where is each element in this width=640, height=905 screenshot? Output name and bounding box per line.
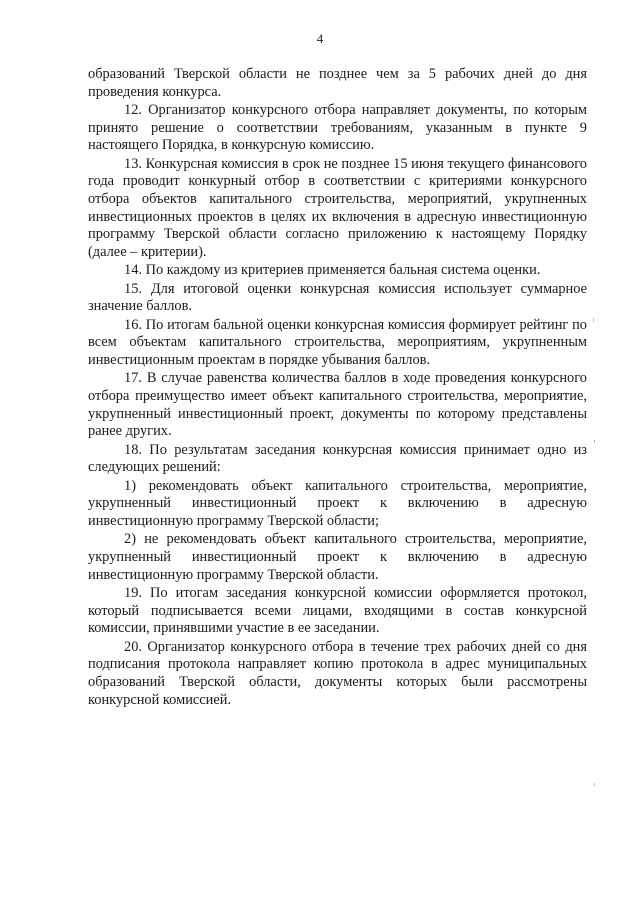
page-number: 4	[316, 31, 324, 46]
paragraph-18-item-1: 1) рекомендовать объект капитального строительства, мероприятие, укрупненный инвестиционный проект к включению в адресную инвестиционную программу Тверской области;	[88, 477, 587, 529]
paragraph-continuation: образований Тверской области не позднее чем за 5 рабочих дней до дня проведения конкурса.	[88, 66, 587, 100]
paragraph-18: 18. По результатам заседания конкурсная комиссия принимает одно из следующих решений:	[88, 441, 587, 476]
scan-mark	[593, 318, 594, 322]
paragraph-15: 15. Для итоговой оценки конкурсная комиссия использует суммарное значение баллов.	[88, 280, 587, 315]
scan-mark	[594, 783, 595, 786]
paragraph-18-item-2: 2) не рекомендовать объект капитального строительства, мероприятие, укрупненный инвестиционный проект к включению в адресную инвестиционную программу Тверской области.	[88, 531, 587, 583]
paragraph-17: 17. В случае равенства количества баллов в ходе проведения конкурсного отбора преимущество имеет объект капитального строительства, мероприятие, укрупненный инвестиционный проект, документы по которому представлены ранее других.	[88, 370, 587, 440]
paragraph-16: 16. По итогам бальной оценки конкурсная комиссия формирует рейтинг по всем объектам капитального строительства, мероприятиям, укрупненным инвестиционным проектам в порядке убывания баллов.	[88, 316, 587, 368]
paragraph-19: 19. По итогам заседания конкурсной комиссии оформляется протокол, который подписывается всеми лицами, входящими в состав конкурсной комиссии, принявшими участие в ее заседании.	[88, 585, 587, 637]
paragraph-20: 20. Организатор конкурсного отбора в течение трех рабочих дней со дня подписания протокола направляет копию протокола в адрес муниципальных образований Тверской области, документы которых были рассмотрены конкурсной комиссией.	[88, 638, 587, 708]
scan-mark	[594, 440, 595, 443]
paragraph-14: 14. По каждому из критериев применяется бальная система оценки.	[124, 262, 541, 279]
paragraph-13: 13. Конкурсная комиссия в срок не позднее 15 июня текущего финансового года проводит конкурный отбор в соответствии с критериями конкурсного отбора объектов капитального строительства, мероприятий, укрупненных инвестиционных проектов в целях их включения в адресную инвестиционную программу Тверской области согласно приложению к настоящему Порядку (далее – критерии).	[88, 155, 587, 260]
document-body	[88, 66, 587, 710]
paragraph-12: 12. Организатор конкурсного отбора направляет документы, по которым принято решение о соответствии требованиям, указанным в пункте 9 настоящего Порядка, в конкурсную комиссию.	[88, 102, 587, 154]
